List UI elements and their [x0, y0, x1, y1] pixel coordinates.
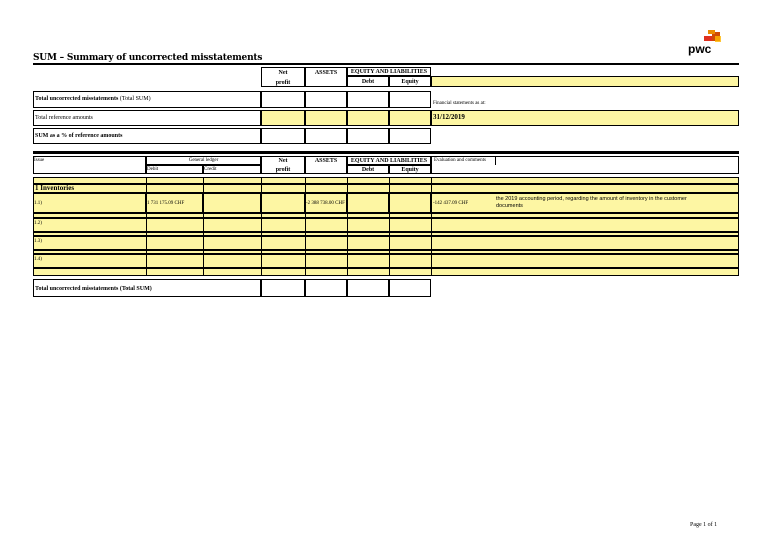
summary-row-total-bold: Total uncorrected misstatements [35, 96, 119, 102]
detail-eq-liab-label: EQUITY AND LIABILITIES [350, 158, 428, 164]
detail-row-1-1-equity[interactable] [389, 193, 431, 213]
fs-date-cell[interactable] [431, 110, 739, 126]
fs-as-at-label: Financial statements as at: [433, 101, 486, 106]
summary-reference-assets-cell [305, 110, 347, 126]
summary-reference-equity-cell [389, 110, 431, 126]
summary-pct-assets-cell [305, 128, 347, 144]
detail-row-1-1-comment-line-2: documents [496, 203, 523, 209]
detail-total-equity [389, 279, 431, 297]
summary-total-assets-cell [305, 91, 347, 108]
detail-row-1-1-evaluation-text: -142 437.09 CHF [433, 201, 469, 206]
page-title: SUM – Summary of uncorrected misstatements [33, 53, 263, 63]
summary-total-debt-cell [347, 91, 389, 108]
detail-total-assets [305, 279, 347, 297]
summary-row-total-normal: (Total SUM) [119, 96, 151, 102]
detail-row-1-3-issue-text: 1.3) [34, 239, 42, 244]
detail-row-1-4[interactable] [33, 254, 739, 268]
detail-credit-label: Credit [204, 167, 217, 172]
detail-total-net-profit [261, 279, 305, 297]
detail-equity-label: Equity [401, 167, 419, 173]
detail-issue-label: Issue [34, 158, 45, 163]
summary-reference-net-profit-cell [261, 110, 305, 126]
detail-row-1-1-comment-line-1: the 2019 accounting period, regarding the amount of inventory in the customer [496, 196, 687, 202]
detail-row-1-1-issue[interactable] [33, 193, 146, 213]
pwc-logo [680, 30, 730, 60]
detail-row-1-4-spacer [33, 268, 739, 276]
summary-evaluation-header [431, 76, 739, 87]
summary-total-equity-cell [389, 91, 431, 108]
detail-row-1-1-net-profit[interactable] [261, 193, 305, 213]
section-rule [33, 151, 739, 154]
detail-row-1-2-issue-text: 1.2) [34, 221, 42, 226]
detail-debit-label: Debit [147, 167, 159, 172]
detail-row-1-2[interactable] [33, 218, 739, 232]
section-inventories-title: 1 Inventories [35, 184, 75, 192]
detail-evaluation-divider [495, 156, 496, 165]
detail-total-label: Total uncorrected misstatements (Total SUM) [35, 286, 152, 292]
summary-net-profit-label-2: profit [275, 80, 291, 86]
title-rule [33, 63, 739, 65]
summary-assets-label: ASSETS [314, 70, 338, 76]
section-inventories-top [33, 177, 739, 184]
detail-gl-label: General ledger [188, 158, 219, 163]
summary-pct-equity-cell [389, 128, 431, 144]
detail-net-profit-label: Net [278, 158, 288, 164]
detail-row-1-1-debit-text: 1 731 175.09 CHF [147, 201, 185, 206]
summary-row-reference-label: Total reference amounts [35, 115, 93, 121]
summary-debt-label: Debt [361, 79, 375, 85]
page-number: Page 1 of 1 [690, 522, 718, 528]
detail-debt-label: Debt [361, 167, 375, 173]
summary-row-total-label [35, 96, 151, 102]
detail-row-1-3[interactable] [33, 236, 739, 250]
summary-net-profit-label: Net [278, 70, 288, 76]
detail-net-profit-label-2: profit [275, 167, 291, 173]
summary-pct-debt-cell [347, 128, 389, 144]
detail-total-debt [347, 279, 389, 297]
detail-row-1-1-debt[interactable] [347, 193, 389, 213]
detail-row-1-1-assets-text: -2 388 738.00 CHF [306, 201, 345, 206]
detail-assets-label: ASSETS [314, 158, 338, 164]
detail-row-1-1-issue-text: 1.1) [34, 201, 42, 206]
summary-eq-liab-label: EQUITY AND LIABILITIES [350, 69, 428, 75]
summary-total-net-profit-cell [261, 91, 305, 108]
fs-date: 31/12/2019 [433, 113, 465, 121]
summary-equity-label: Equity [401, 79, 419, 85]
summary-reference-debt-cell [347, 110, 389, 126]
pwc-logo-text: pwc [688, 42, 712, 56]
summary-pct-net-profit-cell [261, 128, 305, 144]
detail-issue-header [33, 156, 146, 174]
detail-row-1-1-credit[interactable] [203, 193, 261, 213]
detail-row-1-4-issue-text: 1.4) [34, 257, 42, 262]
section-inventories-row [33, 184, 739, 193]
detail-evaluation-label: Evaluation and comments [434, 158, 486, 163]
summary-row-pct-label: SUM as a % of reference amounts [35, 133, 123, 139]
